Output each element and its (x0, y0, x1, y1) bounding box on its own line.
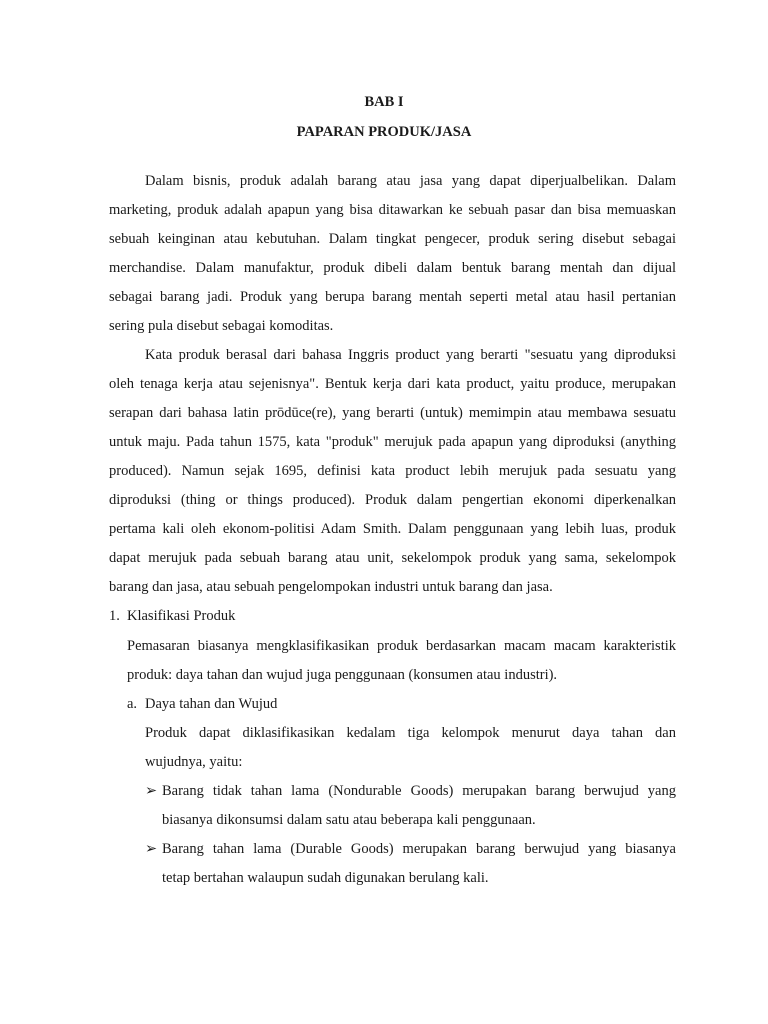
paragraph-line: diproduksi (thing or things produced). Produk dalam pengertian ekonomi diperkenalkan (109, 492, 676, 508)
subsection-line: Produk dapat diklasifikasikan kedalam tiga kelompok menurut daya tahan dan (145, 725, 676, 741)
paragraph-line: produced). Namun sejak 1695, definisi kata product lebih merujuk pada sesuatu yang (109, 463, 676, 479)
paragraph-line: pertama kali oleh ekonom-politisi Adam Smith. Dalam penggunaan yang lebih luas, produk (109, 521, 676, 537)
chapter-title: PAPARAN PRODUK/JASA (296, 124, 472, 140)
subsection-line: wujudnya, yaitu: (145, 754, 243, 770)
paragraph-line: marketing, produk adalah apapun yang bisa ditawarkan ke sebuah pasar dan bisa memuaskan (109, 202, 676, 218)
section-number: 1. (109, 608, 120, 624)
paragraph-line: sebuah keinginan atau kebutuhan. Dalam tingkat pengecer, produk sering disebut sebagai (109, 231, 676, 247)
paragraph-line: Dalam bisnis, produk adalah barang atau jasa yang dapat diperjualbelikan. Dalam (145, 173, 676, 189)
paragraph-line: sebagai barang jadi. Produk yang berupa barang mentah seperti metal atau hasil pertanian (109, 289, 676, 305)
section-title: Klasifikasi Produk (127, 608, 236, 624)
paragraph-line: untuk maju. Pada tahun 1575, kata "produk" merujuk pada apapun yang diproduksi (anything (109, 434, 676, 450)
subsection-letter: a. (127, 696, 138, 712)
paragraph-line: barang dan jasa, atau sebuah pengelompokan industri untuk barang dan jasa. (109, 579, 553, 595)
subsection-title: Daya tahan dan Wujud (145, 696, 278, 712)
paragraph-line: sering pula disebut sebagai komoditas. (109, 318, 334, 334)
chapter-heading: BAB I (364, 94, 404, 110)
arrow-bullet-icon: ➢ (145, 783, 158, 799)
section-line: produk: daya tahan dan wujud juga penggunaan (konsumen atau industri). (127, 667, 558, 683)
bullet-line: tetap bertahan walaupun sudah digunakan berulang kali. (162, 870, 489, 886)
arrow-bullet-icon: ➢ (145, 841, 158, 857)
paragraph-line: oleh tenaga kerja atau sejenisnya". Bentuk kerja dari kata product, yaitu produce, merupakan (109, 376, 676, 392)
bullet-line: Barang tidak tahan lama (Nondurable Goods) merupakan barang berwujud yang (162, 783, 676, 799)
paragraph-line: merchandise. Dalam manufaktur, produk dibeli dalam bentuk barang mentah dan dijual (109, 260, 676, 276)
paragraph-line: Kata produk berasal dari bahasa Inggris product yang berarti "sesuatu yang diproduksi (145, 347, 676, 363)
section-line: Pemasaran biasanya mengklasifikasikan produk berdasarkan macam macam karakteristik (127, 638, 676, 654)
bullet-line: Barang tahan lama (Durable Goods) merupakan barang berwujud yang biasanya (162, 841, 676, 857)
paragraph-line: serapan dari bahasa latin prōdūce(re), yang berarti (untuk) memimpin atau membawa sesuatu (109, 405, 676, 421)
paragraph-line: dapat merujuk pada sebuah barang atau unit, sekelompok produk yang sama, sekelompok (109, 550, 676, 566)
bullet-line: biasanya dikonsumsi dalam satu atau beberapa kali penggunaan. (162, 812, 536, 828)
